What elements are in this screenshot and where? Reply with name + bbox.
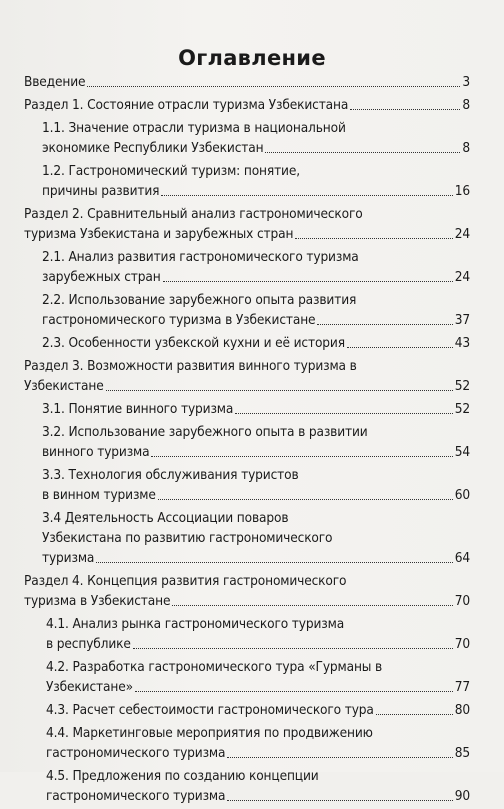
toc-entry <box>24 614 470 654</box>
toc-entry-line <box>42 442 470 462</box>
toc-page-number: 70 <box>454 593 470 609</box>
toc-entry-text: туризма в Узбекистане <box>24 593 171 609</box>
toc-page-number: 70 <box>454 636 470 652</box>
toc-entry-text: в республике <box>46 636 131 652</box>
toc-entry-text: гастрономического туризма <box>46 745 226 761</box>
toc-entry-text: 4.3. Расчет себестоимости гастрономического тура <box>46 702 374 718</box>
toc-entry-text: Раздел 3. Возможности развития винного туризма в <box>24 358 357 374</box>
toc-entry-text: Узбекистане <box>24 378 104 394</box>
toc-entry-text: 1.1. Значение отрасли туризма в национальной <box>42 120 346 136</box>
dot-leader <box>350 108 460 110</box>
toc-entry <box>24 204 470 244</box>
dot-leader <box>347 346 453 348</box>
toc-entry-line <box>24 376 470 396</box>
toc-page-number: 77 <box>454 679 470 695</box>
toc-page-number: 54 <box>454 444 470 460</box>
toc-entry <box>24 333 470 353</box>
toc-entry-text: в винном туризме <box>42 487 156 503</box>
toc-page-number: 8 <box>462 140 470 156</box>
toc-entry-text: 3.2. Использование зарубежного опыта в развитии <box>42 424 368 440</box>
toc-entry-text: 2.1. Анализ развития гастрономического туризма <box>42 249 359 265</box>
toc-entry-line <box>42 548 470 568</box>
toc-page-number: 52 <box>454 401 470 417</box>
toc-entry-text: гастрономического туризма в Узбекистане <box>42 312 316 328</box>
toc-entry <box>24 508 470 568</box>
toc-page-number: 3 <box>462 74 470 90</box>
toc-entry <box>24 356 470 396</box>
toc-entry-text: туризма <box>42 550 95 566</box>
toc-page-number: 52 <box>454 378 470 394</box>
toc-page-number: 64 <box>454 550 470 566</box>
toc-entry-line <box>46 677 470 697</box>
toc-entry-text: гастрономического туризма <box>46 788 226 804</box>
toc-page-number: 80 <box>454 702 470 718</box>
toc-entry-text: 4.4. Маркетинговые мероприятия по продвижению <box>46 725 373 741</box>
toc-page-number: 90 <box>454 788 470 804</box>
dot-leader <box>317 323 452 325</box>
table-of-contents <box>24 72 470 809</box>
toc-entry <box>24 399 470 419</box>
toc-entry-text: 3.1. Понятие винного туризма <box>42 401 234 417</box>
toc-entry-line <box>46 743 470 763</box>
dot-leader <box>227 799 452 801</box>
toc-entry-line <box>42 485 470 505</box>
toc-entry <box>24 700 470 720</box>
dot-leader <box>161 194 452 196</box>
dot-leader <box>163 280 453 282</box>
toc-page-number: 60 <box>454 487 470 503</box>
dot-leader <box>133 647 453 649</box>
toc-entry-text: Раздел 2. Сравнительный анализ гастрономического <box>24 206 363 222</box>
toc-entry-line <box>24 591 470 611</box>
toc-page-number: 85 <box>454 745 470 761</box>
toc-entry-text: Узбекистане» <box>46 679 133 695</box>
dot-leader <box>265 151 460 153</box>
dot-leader <box>172 604 452 606</box>
toc-entry-line <box>24 95 470 115</box>
toc-entry-text: 4.2. Разработка гастрономического тура «Гурманы в <box>46 659 383 675</box>
page-title: Оглавление <box>178 46 326 70</box>
toc-entry-text: 4.1. Анализ рынка гастрономического туризма <box>46 616 345 632</box>
toc-entry <box>24 72 470 92</box>
toc-entry-line <box>42 181 470 201</box>
dot-leader <box>87 85 460 87</box>
toc-entry-line <box>42 267 470 287</box>
toc-entry <box>24 95 470 115</box>
toc-entry <box>24 118 470 158</box>
toc-entry-text: экономике Республики Узбекистан <box>42 140 264 156</box>
toc-entry <box>24 161 470 201</box>
toc-entry-text: туризма Узбекистана и зарубежных стран <box>24 226 294 242</box>
toc-page-number: 8 <box>462 97 470 113</box>
toc-entry-text: 2.2. Использование зарубежного опыта развития <box>42 292 357 308</box>
toc-entry-line <box>46 786 470 806</box>
toc-entry-line <box>42 138 470 158</box>
toc-entry <box>24 247 470 287</box>
dot-leader <box>376 713 453 715</box>
dot-leader <box>227 756 452 758</box>
toc-page-number: 37 <box>454 312 470 328</box>
dot-leader <box>158 498 453 500</box>
toc-page-number: 16 <box>454 183 470 199</box>
toc-entry <box>24 766 470 806</box>
toc-entry-text: зарубежных стран <box>42 269 161 285</box>
dot-leader <box>151 455 452 457</box>
toc-page-number: 43 <box>454 335 470 351</box>
toc-entry-text: Раздел 1. Состояние отрасли туризма Узбекистана <box>24 97 349 113</box>
toc-entry-line <box>24 72 470 92</box>
toc-page-number: 24 <box>454 226 470 242</box>
toc-entry-line <box>24 224 470 244</box>
toc-entry-text: 3.3. Технология обслуживания туристов <box>42 467 299 483</box>
toc-entry-line <box>46 700 470 720</box>
toc-entry <box>24 290 470 330</box>
toc-entry <box>24 465 470 505</box>
toc-entry-text: 1.2. Гастрономический туризм: понятие, <box>42 163 300 179</box>
toc-entry <box>24 571 470 611</box>
toc-entry-line <box>46 634 470 654</box>
dot-leader <box>106 389 453 391</box>
toc-entry <box>24 723 470 763</box>
dot-leader <box>295 237 452 239</box>
toc-entry-text: винного туризма <box>42 444 150 460</box>
toc-entry-text: 4.5. Предложения по созданию концепции <box>46 768 319 784</box>
dot-leader <box>235 412 453 414</box>
toc-entry <box>24 657 470 697</box>
toc-entry-line <box>42 310 470 330</box>
toc-entry <box>24 422 470 462</box>
toc-entry-text: Раздел 4. Концепция развития гастрономического <box>24 573 347 589</box>
dot-leader <box>96 561 452 563</box>
toc-page-number: 24 <box>454 269 470 285</box>
toc-entry-text: Введение <box>24 74 86 90</box>
toc-entry-text: 2.3. Особенности узбекской кухни и её история <box>42 335 345 351</box>
toc-entry-line <box>42 399 470 419</box>
toc-entry-text: 3.4 Деятельность Ассоциации поваров <box>42 510 289 526</box>
toc-entry-text: причины развития <box>42 183 160 199</box>
toc-entry-line <box>42 333 470 353</box>
dot-leader <box>135 690 453 692</box>
toc-entry-text: Узбекистана по развитию гастрономического <box>42 530 333 546</box>
